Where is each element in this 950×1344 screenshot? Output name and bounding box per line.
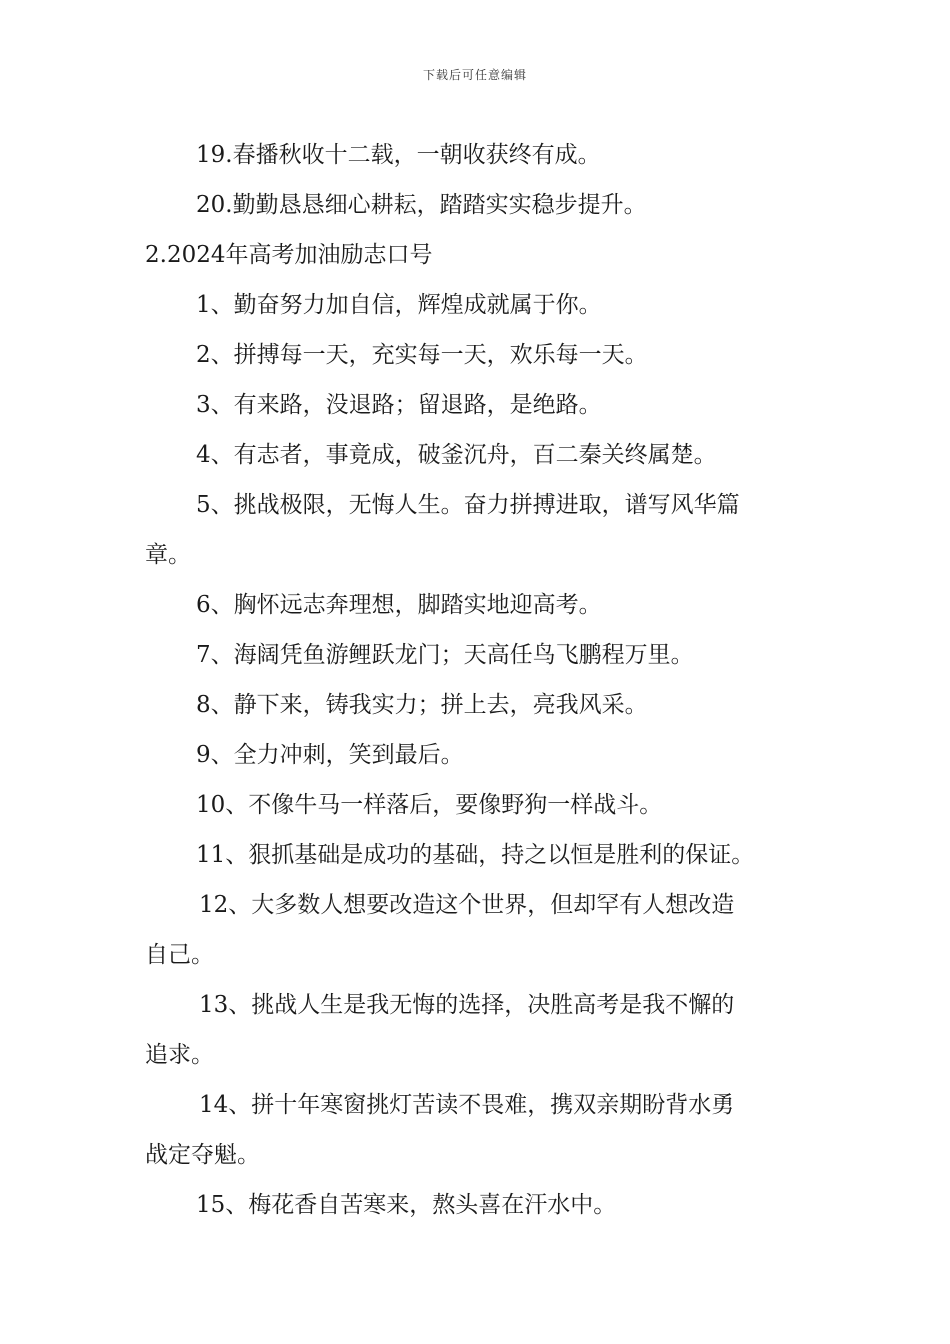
slogan-12: 12、大多数人想要改造这个世界，但却罕有人想改造: [199, 892, 735, 918]
slogan-14: 14、拼十年寒窗挑灯苦读不畏难，携双亲期盼背水勇: [199, 1092, 735, 1118]
slogan-3: 3、有来路，没退路；留退路，是绝路。: [196, 392, 602, 418]
section-heading: 2.2024年高考加油励志口号: [145, 242, 433, 268]
slogan-12-continued: 自己。: [145, 942, 214, 968]
slogan-6: 6、胸怀远志奔理想，脚踏实地迎高考。: [196, 592, 602, 618]
document-body: [145, 130, 810, 1230]
slogan-13: 13、挑战人生是我无悔的选择，决胜高考是我不懈的: [199, 992, 735, 1018]
slogan-10: 10、不像牛马一样落后，要像野狗一样战斗。: [196, 792, 663, 818]
slogan-14-continued: 战定夺魁。: [145, 1142, 260, 1168]
slogan-4: 4、有志者，事竟成，破釜沉舟，百二秦关终属楚。: [196, 442, 717, 468]
header-note: 下载后可任意编辑: [422, 68, 527, 82]
slogan-11: 11、狠抓基础是成功的基础，持之以恒是胜利的保证。: [196, 842, 755, 868]
slogan-5: 5、挑战极限，无悔人生。奋力拼搏进取，谱写风华篇: [196, 492, 740, 518]
slogan-7: 7、海阔凭鱼游鲤跃龙门；天高任鸟飞鹏程万里。: [196, 642, 694, 668]
slogan-8: 8、静下来，铸我实力；拼上去，亮我风采。: [196, 692, 648, 718]
slogan-2: 2、拼搏每一天，充实每一天，欢乐每一天。: [196, 342, 648, 368]
slogan-1: 1、勤奋努力加自信，辉煌成就属于你。: [196, 292, 602, 318]
list-item-19: 19.春播秋收十二载，一朝收获终有成。: [196, 142, 601, 168]
slogan-9: 9、全力冲刺，笑到最后。: [196, 742, 464, 768]
slogan-15: 15、梅花香自苦寒来，熬头喜在汗水中。: [196, 1192, 617, 1218]
slogan-13-continued: 追求。: [145, 1042, 214, 1068]
list-item-20: 20.勤勤恳恳细心耕耘，踏踏实实稳步提升。: [196, 192, 647, 218]
slogan-5-continued: 章。: [145, 542, 191, 568]
